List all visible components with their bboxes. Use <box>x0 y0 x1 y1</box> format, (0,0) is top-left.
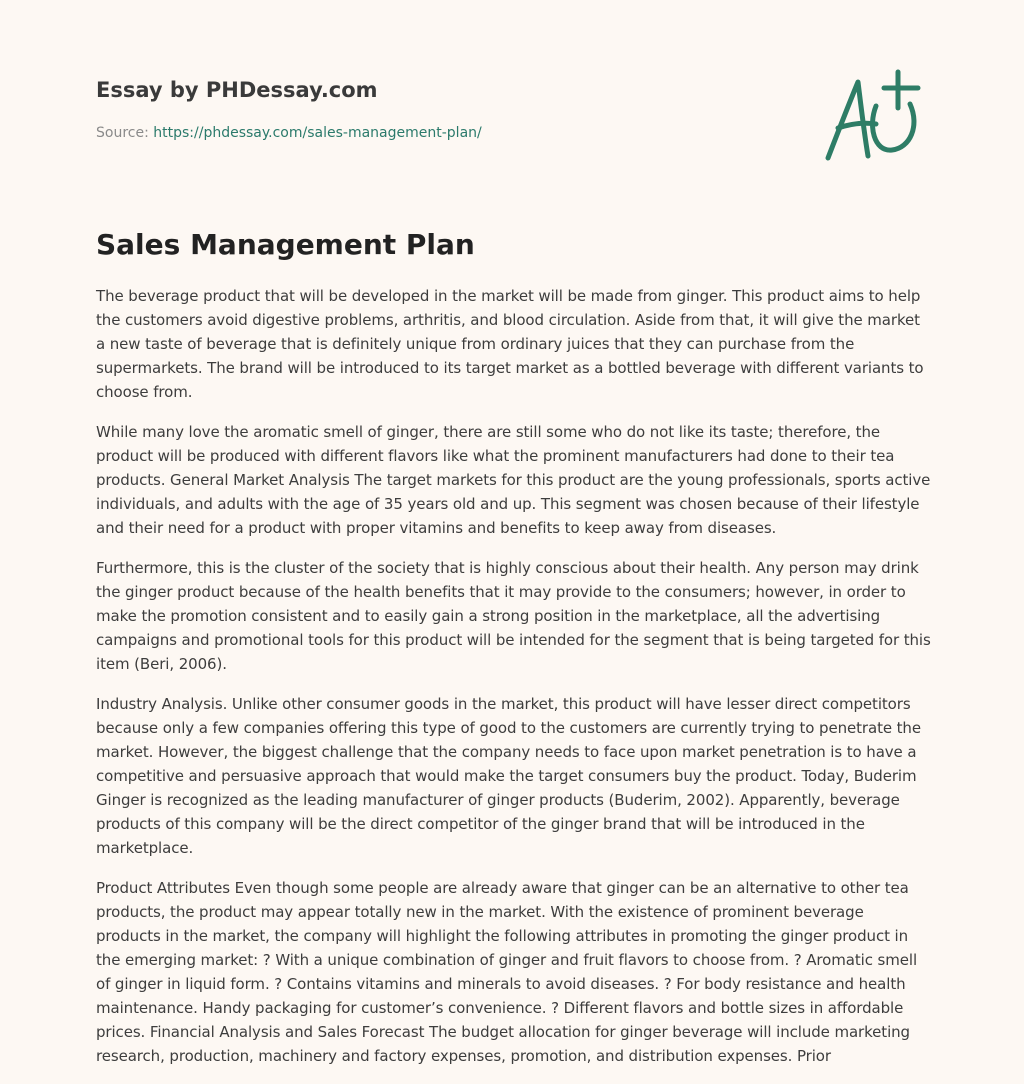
source-link[interactable]: https://phdessay.com/sales-management-plan/ <box>153 125 482 141</box>
paragraph: Product Attributes Even though some people are already aware that ginger can be an alternative to other tea products, the product may appear totally new in the market. With the existence of prominent beverage products in the market, the company will highlight the following attributes in promoting the ginger product in the emerging market: ? With a unique combination of ginger and fruit flavors to choose from. ? Aromatic smell of ginger in liquid form. ? Contains vitamins and minerals to avoid diseases. ? For body resistance and health maintenance. Handy packaging for customer’s convenience. ? Different flavors and bottle sizes in affordable prices. Financial Analysis and Sales Forecast The budget allocation for ginger beverage will include marketing research, production, machinery and factory expenses, promotion, and distribution expenses. Prior <box>96 879 918 1065</box>
source-line <box>96 123 796 143</box>
a-plus-logo <box>818 66 930 166</box>
paragraph: While many love the aromatic smell of ginger, there are still some who do not like its taste; therefore, the product will be produced with different flavors like what the prominent manufacturers had done to their tea products. General Market Analysis The target markets for this product are the young professionals, sports active individuals, and adults with the age of 35 years old and up. This segment was chosen because of their lifestyle and their need for a product with proper vitamins and benefits to keep away from diseases. <box>96 423 931 537</box>
paragraph: The beverage product that will be developed in the market will be made from ginger. This product aims to help the customers avoid digestive problems, arthritis, and blood circulation. Aside from that, it will give the market a new taste of beverage that is definitely unique from ordinary juices that they can purchase from the supermarkets. The brand will be introduced to its target market as a bottled beverage with different variants to choose from. <box>96 287 924 401</box>
article <box>96 226 932 1084</box>
source-label: Source: <box>96 125 149 141</box>
site-title: Essay by PHDessay.com <box>96 78 378 102</box>
paragraph: Industry Analysis. Unlike other consumer goods in the market, this product will have lesser direct competitors because only a few companies offering this type of good to the customers are currently trying to penetrate the market. However, the biggest challenge that the company needs to face upon market penetration is to have a competitive and persuasive approach that would make the target consumers buy the product. Today, Buderim Ginger is recognized as the leading manufacturer of ginger products (Buderim, 2002). Apparently, beverage products of this company will be the direct competitor of the ginger brand that will be introduced in the marketplace. <box>96 695 921 857</box>
page-title: Sales Management Plan <box>96 228 475 261</box>
header <box>96 74 796 143</box>
paragraph: Furthermore, this is the cluster of the society that is highly conscious about their health. Any person may drink the ginger product because of the health benefits that it may provide to the consumers; however, in order to make the promotion consistent and to easily gain a strong position in the marketplace, all the advertising campaigns and promotional tools for this product will be intended for the segment that is being targeted for this item (Beri, 2006). <box>96 559 931 673</box>
